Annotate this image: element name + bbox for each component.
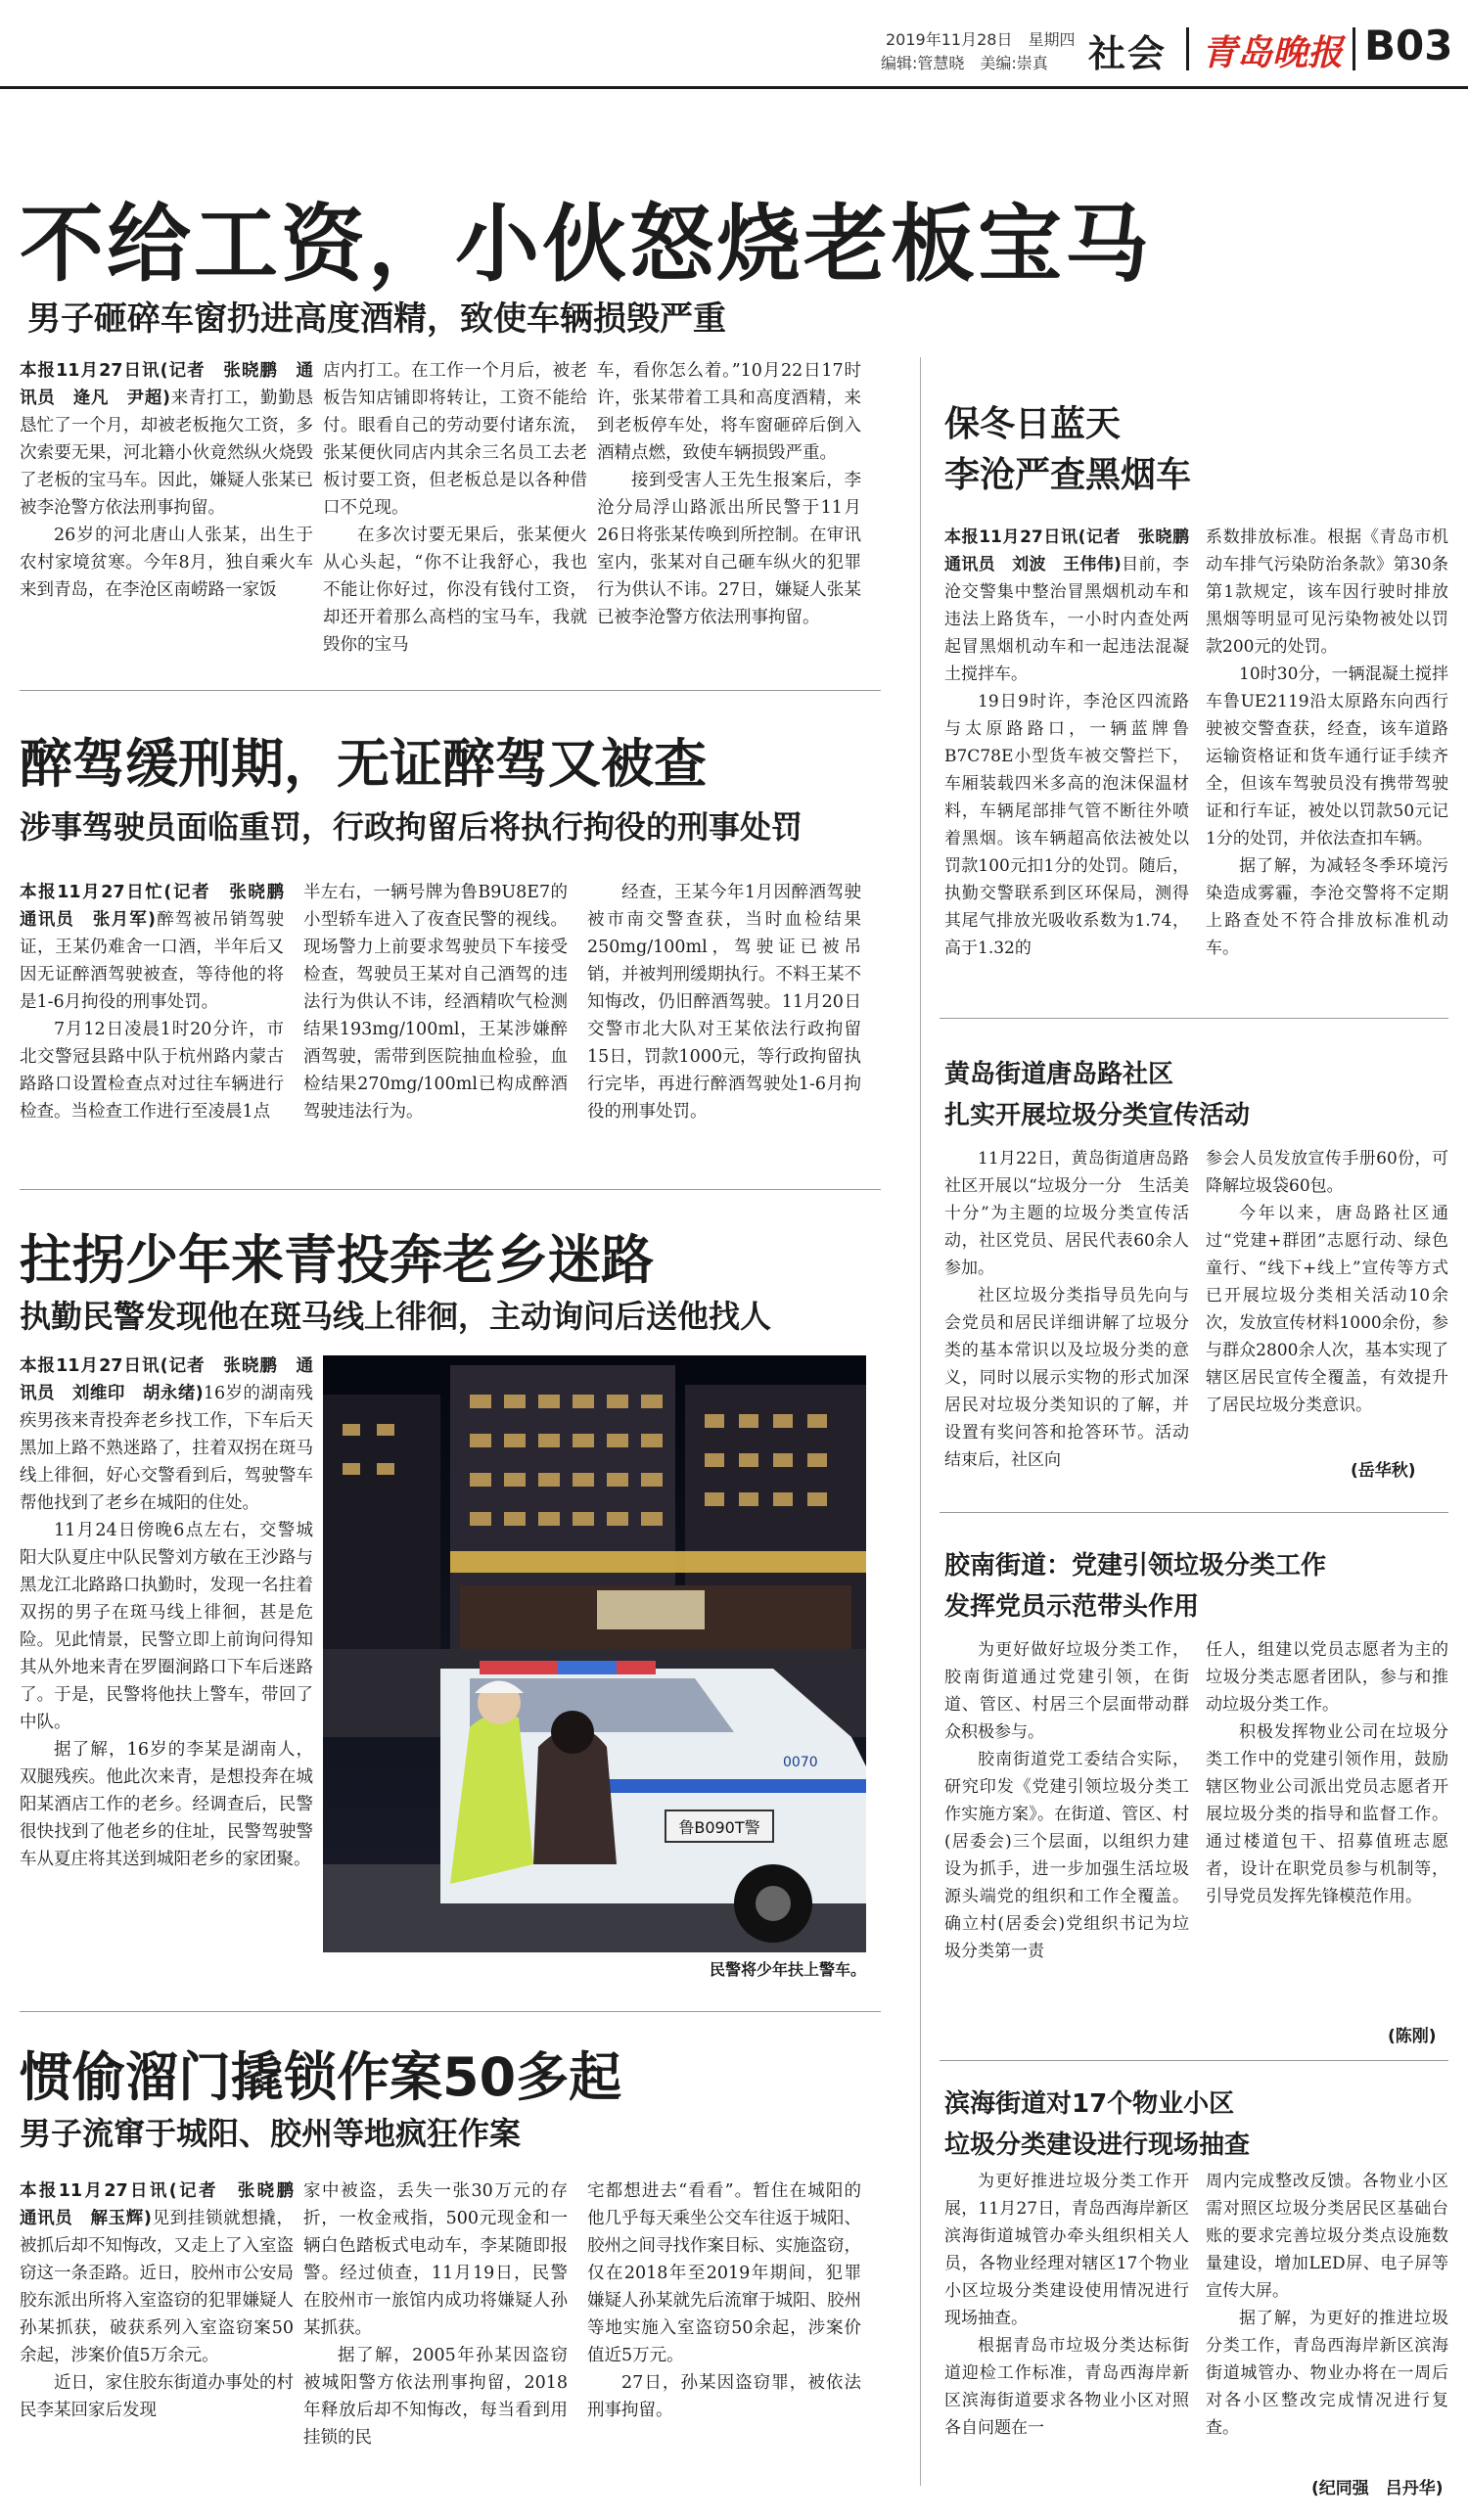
article2-subheadline: 涉事驾驶员面临重罚，行政拘留后将执行拘役的刑事处罚	[20, 808, 803, 846]
side1-headline-line: 李沧严查黑烟车	[944, 455, 1192, 496]
side3-column	[1206, 1636, 1448, 2018]
side3-signature: (陈刚)	[1388, 2027, 1437, 2046]
page-number: B03	[1364, 22, 1453, 69]
side1-headline	[944, 399, 1434, 501]
side2-headline	[944, 1055, 1444, 1136]
side1-column	[944, 524, 1189, 984]
side1-headline-line: 保冬日蓝天	[944, 404, 1122, 444]
article2-column	[587, 879, 861, 1163]
article1-paragraph: 店内打工。在工作一个月后，被老板告知店铺即将转让，工资不能给付。眼看自己的劳动要付诸东流，张某便伙同店内其余三名员工去老板讨要工资，但老板总是以各种借口不兑现。	[323, 361, 587, 518]
side4-headline	[944, 2085, 1444, 2166]
header-divider	[1186, 27, 1189, 70]
side3-headline	[944, 1546, 1448, 1627]
article4-column	[587, 2177, 861, 2500]
article4-paragraph: 近日，家住胶东街道办事处的村民李某回家后发现	[20, 2373, 294, 2420]
side4-paragraph: 根据青岛市垃圾分类达标街道迎检工作标准，青岛西海岸新区滨海街道要求各物业小区对照各自问题在一	[944, 2336, 1189, 2438]
side4-paragraph: 为更好推进垃圾分类工作开展，11月27日，青岛西海岸新区滨海街道城管办牵头组织相关人员，各物业经理对辖区17个物业小区垃圾分类建设使用情况进行现场抽查。	[944, 2172, 1189, 2328]
side3-paragraph: 任人，组建以党员志愿者为主的垃圾分类志愿者团队，参与和推动垃圾分类工作。	[1206, 1640, 1448, 1715]
article2-paragraph: 醉驾被吊销驾驶证，王某仍难舍一口酒，半年后又因无证醉酒驾驶被查，等待他的将是1-6月拘役的刑事处罚。	[20, 910, 284, 1012]
article4-paragraph: 家中被盗，丢失一张30万元的存折，一枚金戒指，500元现金和一辆白色踏板式电动车，李某随即报警。经过侦查，11月19日，民警在胶州市一旅馆内成功将嫌疑人孙某抓获。	[303, 2181, 568, 2338]
side2-paragraph: 社区垃圾分类指导员先向与会党员和居民详细讲解了垃圾分类的基本常识以及垃圾分类的意义，同时以展示实物的形式加深居民对垃圾分类知识的了解，并设置有奖问答和抢答环节。活动结束后，社区向	[944, 1286, 1189, 1470]
article1-paragraph: 26岁的河北唐山人张某，出生于农村家境贫寒。今年8月，独自乘火车来到青岛，在李沧区南崂路一家饭	[20, 526, 313, 600]
article2-column	[20, 879, 284, 1163]
side4-headline-line: 滨海街道对17个物业小区	[944, 2089, 1235, 2119]
side3-paragraph: 积极发挥物业公司在垃圾分类工作中的党建引领作用，鼓励辖区物业公司派出党员志愿者开展垃圾分类的指导和监督工作。通过楼道包干、招募值班志愿者，设计在职党员参与机制等，引导党员发挥先锋模范作用。	[1206, 1722, 1448, 1906]
article1-headline: 不给工资，小伙怒烧老板宝马	[20, 196, 1152, 294]
news-photo	[323, 1355, 866, 1952]
side3-headline-line: 发挥党员示范带头作用	[944, 1591, 1200, 1622]
article2-byline: 本报11月27日忙(记者 张晓鹏 通讯员 张月军)	[20, 883, 284, 930]
article4-headline: 惯偷溜门撬锁作案50多起	[20, 2046, 622, 2108]
police-car-photo-illustration	[323, 1355, 866, 1952]
article3-subheadline: 执勤民警发现他在斑马线上徘徊，主动询问后送他找人	[20, 1298, 772, 1335]
side1-paragraph: 目前，李沧交警集中整治冒黑烟机动车和违法上路货车，一小时内查处两起冒黑烟机动车和一起违法混凝土搅拌车。	[944, 555, 1189, 684]
side3-headline-line: 胶南街道：党建引领垃圾分类工作	[944, 1551, 1327, 1581]
article4-paragraph: 据了解，2005年孙某因盗窃被城阳警方依法刑事拘留，2018年释放后却不知悔改，每当看到用挂锁的民	[303, 2346, 568, 2448]
article3-column	[20, 1352, 313, 1989]
article1-paragraph: 车，看你怎么着。”10月22日17时许，张某带着工具和高度酒精，来到老板停车处，将车窗砸碎后倒入酒精点燃，致使车辆损毁严重。	[597, 361, 861, 463]
article1-column	[597, 357, 861, 665]
newspaper-brand: 青岛晚报	[1202, 32, 1344, 73]
article1-paragraph: 接到受害人王先生报案后，李沧分局浮山路派出所民警于11月26日将张某传唤到所控制。在审讯室内，张某对自己砸车纵火的犯罪行为供认不讳。27日，嫌疑人张某已被李沧警方依法刑事拘留。	[597, 471, 861, 627]
side4-signature: (纪同强 吕丹华)	[1311, 2479, 1444, 2498]
article3-headline: 拄拐少年来青投奔老乡迷路	[20, 1229, 654, 1291]
article-divider	[20, 690, 881, 691]
article4-byline: 本报11月27日讯(记者 张晓鹏 通讯员 解玉辉)	[20, 2181, 294, 2228]
article4-paragraph: 宅都想进去“看看”。暂住在城阳的他几乎每天乘坐公交车往返于城阳、胶州之间寻找作案目标、实施盗窃，仅在2018年至2019年期间，犯罪嫌疑人孙某就先后流窜于城阳、胶州等地实施入室盗窃50余起，涉案价值近5万元。	[587, 2181, 861, 2365]
side1-column	[1206, 524, 1448, 984]
side4-headline-line: 垃圾分类建设进行现场抽查	[944, 2130, 1251, 2160]
article-divider	[940, 1512, 1448, 1513]
side1-paragraph: 系数排放标准。根据《青岛市机动车排气污染防治条款》第30条第1款规定，该车因行驶时排放黑烟等明显可见污染物被处以罚款200元的处罚。	[1206, 527, 1448, 657]
side2-paragraph: 今年以来，唐岛路社区通过“党建+群团”志愿行动、绿色童行、“线下+线上”宣传等方式已开展垃圾分类相关活动10余次，发放宣传材料1000余份，参与群众2800余人次，基本实现了辖区居民宣传全覆盖，有效提升了居民垃圾分类意识。	[1206, 1204, 1448, 1415]
header-divider	[1353, 27, 1355, 70]
article2-headline: 醉驾缓刑期，无证醉驾又被查	[20, 733, 707, 795]
side2-headline-line: 扎实开展垃圾分类宣传活动	[944, 1100, 1251, 1130]
article3-byline: 本报11月27日讯(记者 张晓鹏 通讯员 刘维印 胡永绪)	[20, 1356, 313, 1403]
side3-column	[944, 1636, 1189, 2047]
article3-paragraph: 11月24日傍晚6点左右，交警城阳大队夏庄中队民警刘方敏在王沙路与黑龙江北路路口执勤时，发现一名拄着双拐的男子在斑马线上徘徊，甚是危险。见此情景，民警立即上前询问得知其从外地来青在罗圈涧路口下车后迷路了。于是，民警将他扶上警车，带回了中队。	[20, 1521, 313, 1732]
article1-paragraph: 来青打工，勤勤恳恳忙了一个月，却被老板拖欠工资，多次索要无果，河北籍小伙竟然纵火烧毁了老板的宝马车。因此，嫌疑人张某已被李沧警方依法刑事拘留。	[20, 389, 313, 518]
article1-column	[20, 357, 313, 665]
article4-column	[20, 2177, 294, 2500]
article2-paragraph: 7月12日凌晨1时20分许，市北交警冠县路中队于杭州路内蒙古路路口设置检查点对过往车辆进行检查。当检查工作进行至凌晨1点	[20, 1020, 284, 1122]
side2-headline-line: 黄岛街道唐岛路社区	[944, 1060, 1174, 1089]
car-number-text: 0070	[783, 1755, 818, 1770]
side2-signature: (岳华秋)	[1351, 1461, 1416, 1481]
side4-column	[944, 2168, 1189, 2500]
article2-paragraph: 半左右，一辆号牌为鲁B9U8E7的小型轿车进入了夜查民警的视线。现场警力上前要求驾驶员下车接受检查，驾驶员王某对自己酒驾的违法行为供认不讳，经酒精吹气检测结果193mg/100ml，王某涉嫌醉酒驾驶，需带到医院抽血检验，血检结果270mg/100ml已构成醉酒驾驶违法行为。	[303, 883, 568, 1122]
issue-date: 2019年11月28日 星期四	[886, 30, 1076, 49]
article-divider	[940, 2060, 1448, 2061]
article4-paragraph: 见到挂锁就想撬，被抓后却不知悔改，又走上了入室盗窃这一条歪路。近日，胶州市公安局胶东派出所将入室盗窃的犯罪嫌疑人孙某抓获，破获系列入室盗窃案50余起，涉案价值5万余元。	[20, 2209, 294, 2365]
article1-column	[323, 357, 587, 665]
side3-paragraph: 为更好做好垃圾分类工作，胶南街道通过党建引领，在街道、管区、村居三个层面带动群众积极参与。	[944, 1640, 1189, 1742]
side1-byline: 本报11月27日讯(记者 张晓鹏 通讯员 刘波 王伟伟)	[944, 527, 1189, 574]
side1-paragraph: 10时30分，一辆混凝土搅拌车鲁UE2119沿太原路东向西行驶被交警查获，经查，该车道路运输资格证和货车通行证手续齐全，但该车驾驶员没有携带驾驶证和行车证，被处以罚款50元记1分的处罚，并依法查扣车辆。	[1206, 664, 1448, 848]
side3-paragraph: 胶南街道党工委结合实际，研究印发《党建引领垃圾分类工作实施方案》。在街道、管区、村(居委会)三个层面，以组织力建设为抓手，进一步加强生活垃圾源头端党的组织和工作全覆盖。确立村(居委会)党组织书记为垃圾分类第一责	[944, 1750, 1189, 1961]
side1-paragraph: 据了解，为减轻冬季环境污染造成雾霾，李沧交警将不定期上路查处不符合排放标准机动车。	[1206, 856, 1448, 958]
article4-subheadline: 男子流窜于城阳、胶州等地疯狂作案	[20, 2115, 522, 2152]
side2-paragraph: 参会人员发放宣传手册60份，可降解垃圾袋60包。	[1206, 1149, 1448, 1196]
side2-paragraph: 11月22日，黄岛街道唐岛路社区开展以“垃圾分一分 生活美十分”为主题的垃圾分类宣传活动，社区党员、居民代表60余人参加。	[944, 1149, 1189, 1278]
header-rule	[0, 86, 1468, 89]
article3-paragraph: 16岁的湖南残疾男孩来青投奔老乡找工作，下车后天黑加上路不熟迷路了，拄着双拐在斑马线上徘徊，好心交警看到后，驾驶警车帮他找到了老乡在城阳的住处。	[20, 1384, 313, 1513]
side1-paragraph: 19日9时许，李沧区四流路与太原路路口，一辆蓝牌鲁B7C78E小型货车被交警拦下，车厢装载四米多高的泡沫保温材料，车辆尾部排气管不断往外喷着黑烟。该车辆超高依法被处以罚款100元扣1分的处罚。随后，执勤交警联系到区环保局，测得其尾气排放光吸收系数为1.74，高于1.32的	[944, 692, 1189, 958]
article1-subheadline: 男子砸碎车窗扔进高度酒精，致使车辆损毁严重	[27, 299, 726, 339]
side2-column	[1206, 1145, 1448, 1458]
column-divider	[920, 357, 921, 2486]
article3-paragraph: 据了解，16岁的李某是湖南人，双腿残疾。他此次来青，是想投奔在城阳某酒店工作的老乡。经调查后，民警很快找到了他老乡的住址，民警驾驶警车从夏庄将其送到城阳老乡的家团聚。	[20, 1740, 313, 1869]
editors-line: 编辑:管慧晓 美编:崇真	[881, 54, 1048, 72]
article-divider	[20, 2011, 881, 2012]
side4-column	[1206, 2168, 1448, 2471]
photo-caption: 民警将少年扶上警车。	[709, 1960, 866, 1979]
side4-paragraph: 周内完成整改反馈。各物业小区需对照区垃圾分类居民区基础台账的要求完善垃圾分类点设施数量建设，增加LED屏、电子屏等宣传大屏。	[1206, 2172, 1448, 2301]
article1-byline: 本报11月27日讯(记者 张晓鹏 通讯员 逄凡 尹超)	[20, 361, 313, 408]
plate-text: 鲁B090T警	[678, 1818, 760, 1837]
article-divider	[940, 1018, 1448, 1019]
article4-column	[303, 2177, 568, 2500]
article4-paragraph: 27日，孙某因盗窃罪，被依法刑事拘留。	[587, 2373, 861, 2420]
side4-paragraph: 据了解，为更好的推进垃圾分类工作，青岛西海岸新区滨海街道城管办、物业办将在一周后对各小区整改完成情况进行复查。	[1206, 2309, 1448, 2438]
article2-paragraph: 经查，王某今年1月因醉酒驾驶被市南交警查获，当时血检结果250mg/100ml，驾驶证已被吊销，并被判刑缓期执行。不料王某不知悔改，仍旧醉酒驾驶。11月20日交警市北大队对王某依法行政拘留15日，罚款1000元，等行政拘留执行完毕，再进行醉酒驾驶处1-6月拘役的刑事处罚。	[587, 883, 861, 1122]
article-divider	[20, 1189, 881, 1190]
article1-paragraph: 在多次讨要无果后，张某便火从心头起，“你不让我舒心，我也不能让你好过，你没有钱付工资，却还开着那么高档的宝马车，我就毁你的宝马	[323, 526, 587, 655]
article2-column	[303, 879, 568, 1163]
section-name: 社会	[1088, 32, 1168, 75]
side2-column	[944, 1145, 1189, 1478]
